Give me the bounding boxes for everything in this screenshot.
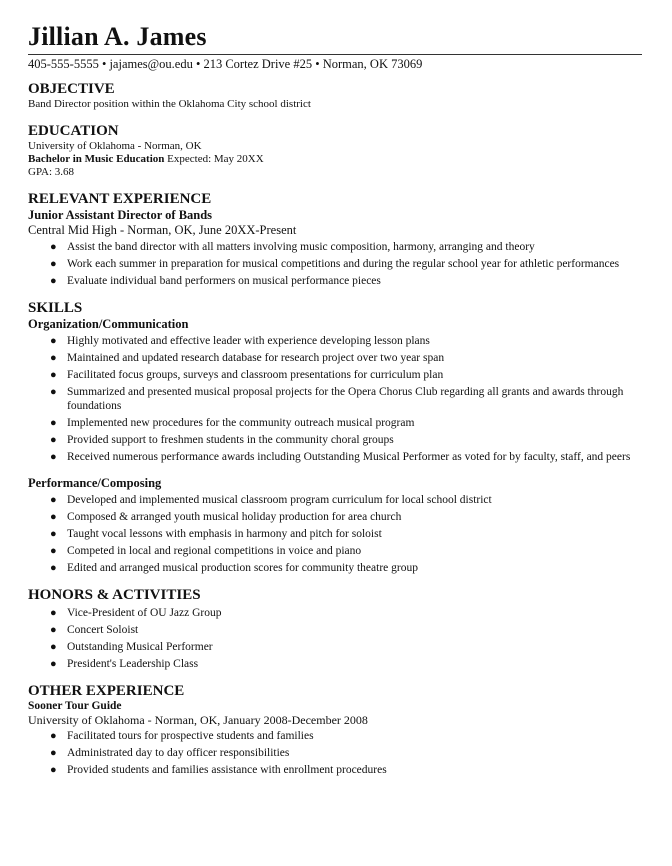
list-item: ● Provided support to freshmen students in the community choral groups (50, 433, 394, 446)
education-gpa: GPA: 3.68 (28, 166, 75, 178)
skills-performance-list (28, 493, 642, 575)
relevant-experience-heading: RELEVANT EXPERIENCE (28, 191, 212, 207)
bullet-icon: ● (50, 510, 57, 523)
list-item: ● Composed & arranged youth musical holiday production for area church (50, 510, 402, 523)
relevant-experience-section (28, 191, 642, 288)
bullet-icon: ● (50, 334, 57, 347)
candidate-name: Jillian A. James (28, 22, 207, 51)
education-section (28, 123, 642, 179)
list-item: ● Vice-President of OU Jazz Group (50, 606, 222, 619)
bullet-icon: ● (50, 416, 57, 429)
list-item: ● Facilitated focus groups, surveys and classroom presentations for curriculum plan (50, 368, 444, 381)
bullet-icon: ● (50, 746, 57, 759)
bullet-icon: ● (50, 640, 57, 653)
bullet-icon: ● (50, 606, 57, 619)
education-school: University of Oklahoma - Norman, OK (28, 140, 202, 152)
contact-line: 405-555-5555 • jajames@ou.edu • 213 Cortez Drive #25 • Norman, OK 73069 (28, 57, 423, 71)
bullet-icon: ● (50, 351, 57, 364)
list-item: ● President's Leadership Class (50, 657, 199, 670)
education-degree: Bachelor in Music Education (28, 153, 165, 165)
bullet-icon: ● (50, 257, 57, 270)
list-item: ● Implemented new procedures for the community outreach musical program (50, 416, 415, 429)
bullet-icon: ● (50, 527, 57, 540)
bullet-icon: ● (50, 493, 57, 506)
bullet-icon: ● (50, 450, 57, 463)
bullet-icon: ● (50, 763, 57, 776)
list-item: ● Facilitated tours for prospective students and families (50, 729, 314, 742)
objective-heading: OBJECTIVE (28, 81, 115, 97)
other-experience-heading: OTHER EXPERIENCE (28, 682, 185, 699)
list-item: ● Work each summer in preparation for musical competitions and during the regular school year for athletic performances (50, 257, 620, 270)
bullet-icon: ● (50, 561, 57, 574)
bullet-icon: ● (50, 623, 57, 636)
skills-organization-list (28, 334, 642, 464)
list-item: ● Developed and implemented musical classroom program curriculum for local school district (50, 493, 492, 506)
bullet-icon: ● (50, 729, 57, 742)
bullet-icon: ● (50, 544, 57, 557)
list-item: ● Evaluate individual band performers on musical performance pieces (50, 274, 381, 287)
education-expected: Expected: May 20XX (164, 153, 264, 165)
list-item: ● Concert Soloist (50, 623, 139, 636)
honors-section (28, 587, 642, 671)
honors-heading: HONORS & ACTIVITIES (28, 586, 201, 603)
list-item: ● Provided students and families assistance with enrollment procedures (50, 763, 387, 776)
bullet-icon: ● (50, 368, 57, 381)
resume-page (28, 22, 642, 780)
education-heading: EDUCATION (28, 123, 119, 139)
bullet-icon: ● (50, 240, 57, 253)
objective-text: Band Director position within the Oklahoma City school district (28, 98, 311, 110)
list-item: ● Competed in local and regional competitions in voice and piano (50, 544, 362, 557)
education-degree-line (28, 153, 642, 166)
relevant-job-title: Junior Assistant Director of Bands (28, 208, 213, 222)
header-divider (28, 54, 642, 55)
skills-group-heading: Performance/Composing (28, 475, 162, 490)
list-item: ● Taught vocal lessons with emphasis in harmony and pitch for soloist (50, 527, 382, 540)
list-item: ● Administrated day to day officer responsibilities (50, 746, 290, 759)
list-item: ● Assist the band director with all matters involving music composition, harmony, arranging and theory (50, 240, 535, 253)
bullet-icon: ● (50, 433, 57, 446)
list-item: ● Edited and arranged musical production scores for community theatre group (50, 561, 418, 574)
other-employer: University of Oklahoma - Norman, OK, January 2008-December 2008 (28, 712, 368, 727)
relevant-employer: Central Mid High - Norman, OK, June 20XX-Present (28, 223, 297, 237)
skills-section (28, 300, 642, 575)
list-item: ● Summarized and presented musical proposal projects for the Opera Chorus Club regarding all grants and awards through foundations (50, 385, 624, 412)
other-job-title: Sooner Tour Guide (28, 699, 122, 712)
relevant-experience-list (28, 240, 642, 288)
bullet-icon: ● (50, 385, 57, 398)
objective-section (28, 81, 642, 111)
list-item: ● Highly motivated and effective leader with experience developing lesson plans (50, 334, 430, 347)
list-item: ● Outstanding Musical Performer (50, 640, 213, 653)
other-experience-section (28, 683, 642, 777)
bullet-icon: ● (50, 657, 57, 670)
honors-list (28, 606, 642, 671)
bullet-icon: ● (50, 274, 57, 287)
skills-group-heading: Organization/Communication (28, 316, 189, 331)
other-experience-list (28, 729, 642, 777)
list-item: ● Received numerous performance awards including Outstanding Musical Performer as voted for by faculty, staff, and peers (50, 450, 631, 463)
list-item: ● Maintained and updated research database for research project over two year span (50, 351, 445, 364)
skills-heading: SKILLS (28, 299, 83, 316)
